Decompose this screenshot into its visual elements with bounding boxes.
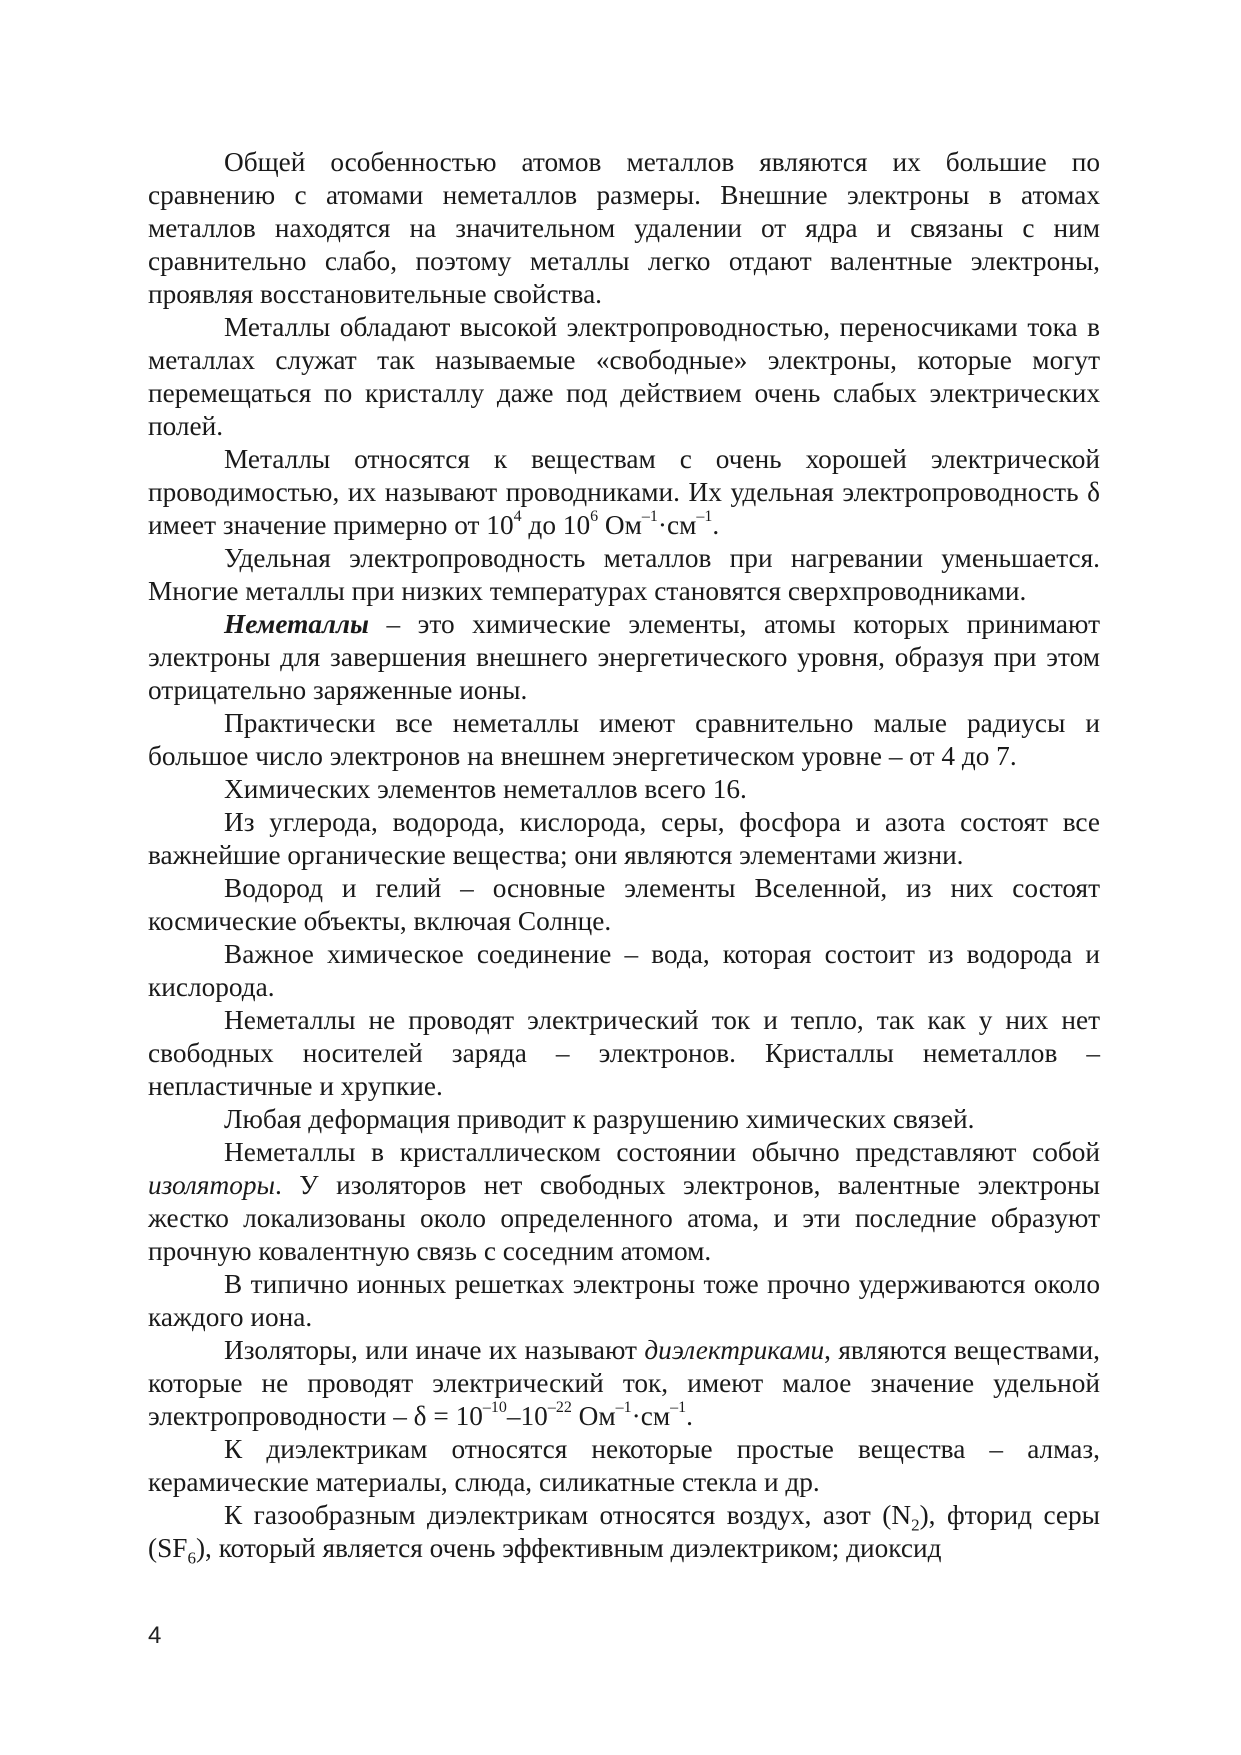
paragraph: Неметаллы не проводят электрический ток и тепло, так как у них нет свободных носителей заряда – электронов. Кристаллы неметаллов – непластичные и хрупкие. <box>148 1005 1100 1101</box>
page-body <box>148 146 1100 1568</box>
paragraph: Изоляторы, или иначе их называют диэлектриками, являются веществами, которые не проводят электрический ток, имеют малое значение удельной электропроводности – $\delta = 10^{-10}-10^{-22}$ $Ом^{-1}\cdot см^{-1}$. <box>148 1335 1100 1431</box>
paragraph: К газообразным диэлектрикам относятся воздух, азот $(N_2)$, фторид серы $(SF_6)$, который является очень эффективным диэлектриком; диоксид <box>148 1500 1100 1568</box>
paragraph: Удельная электропроводность металлов при нагревании уменьшается. Многие металлы при низких температурах становятся сверхпроводниками. <box>148 543 1100 606</box>
paragraph: Металлы относятся к веществам с очень хорошей электрической проводимостью, их называют проводниками. Их удельная электропроводность δ имеет значение примерно от $10^4$ до $10^6$ $Ом^{-1}\cdot см^{-1}$. <box>148 444 1100 540</box>
term-insulators: изоляторы <box>148 1170 275 1200</box>
paragraph: Неметаллы в кристаллическом состоянии обычно представляют собой изоляторы. У изоляторов нет свободных электронов, валентные электроны жестко локализованы около определенного атома, и эти последние образуют прочную ковалентную связь с соседним атомом. <box>148 1137 1100 1266</box>
paragraph: Химических элементов неметаллов всего 16. <box>224 774 747 804</box>
paragraph: Неметаллы – это химические элементы, атомы которых принимают электроны для завершения внешнего энергетического уровня, образуя при этом отрицательно заряженные ионы. <box>148 609 1100 705</box>
paragraph: К диэлектрикам относятся некоторые простые вещества – алмаз, керамические материалы, слюда, силикатные стекла и др. <box>148 1434 1100 1497</box>
term-dielectrics: диэлектриками <box>644 1335 825 1365</box>
page-number: 4 <box>148 1622 162 1649</box>
paragraph: Важное химическое соединение – вода, которая состоит из водорода и кислорода. <box>148 939 1100 1002</box>
paragraph: Любая деформация приводит к разрушению химических связей. <box>224 1104 975 1134</box>
paragraph: Общей особенностью атомов металлов являются их большие по сравнению с атомами неметаллов размеры. Внешние электроны в атомах металлов находятся на значительном удалении от ядра и связаны с ним сравнительно слабо, поэтому металлы легко отдают валентные электроны, проявляя восстановительные свойства. <box>148 147 1100 309</box>
paragraph: Водород и гелий – основные элементы Вселенной, из них состоят космические объекты, включая Солнце. <box>148 873 1100 936</box>
paragraph: Практически все неметаллы имеют сравнительно малые радиусы и большое число электронов на внешнем энергетическом уровне – от 4 до 7. <box>148 708 1100 771</box>
paragraph: В типично ионных решетках электроны тоже прочно удерживаются около каждого иона. <box>148 1269 1100 1332</box>
term-nonmetals: Неметаллы <box>224 609 369 639</box>
paragraph: Металлы обладают высокой электропроводностью, переносчиками тока в металлах служат так называемые «свободные» электроны, которые могут перемещаться по кристаллу даже под действием очень слабых электрических полей. <box>148 312 1100 441</box>
paragraph: Из углерода, водорода, кислорода, серы, фосфора и азота состоят все важнейшие органические вещества; они являются элементами жизни. <box>148 807 1100 870</box>
